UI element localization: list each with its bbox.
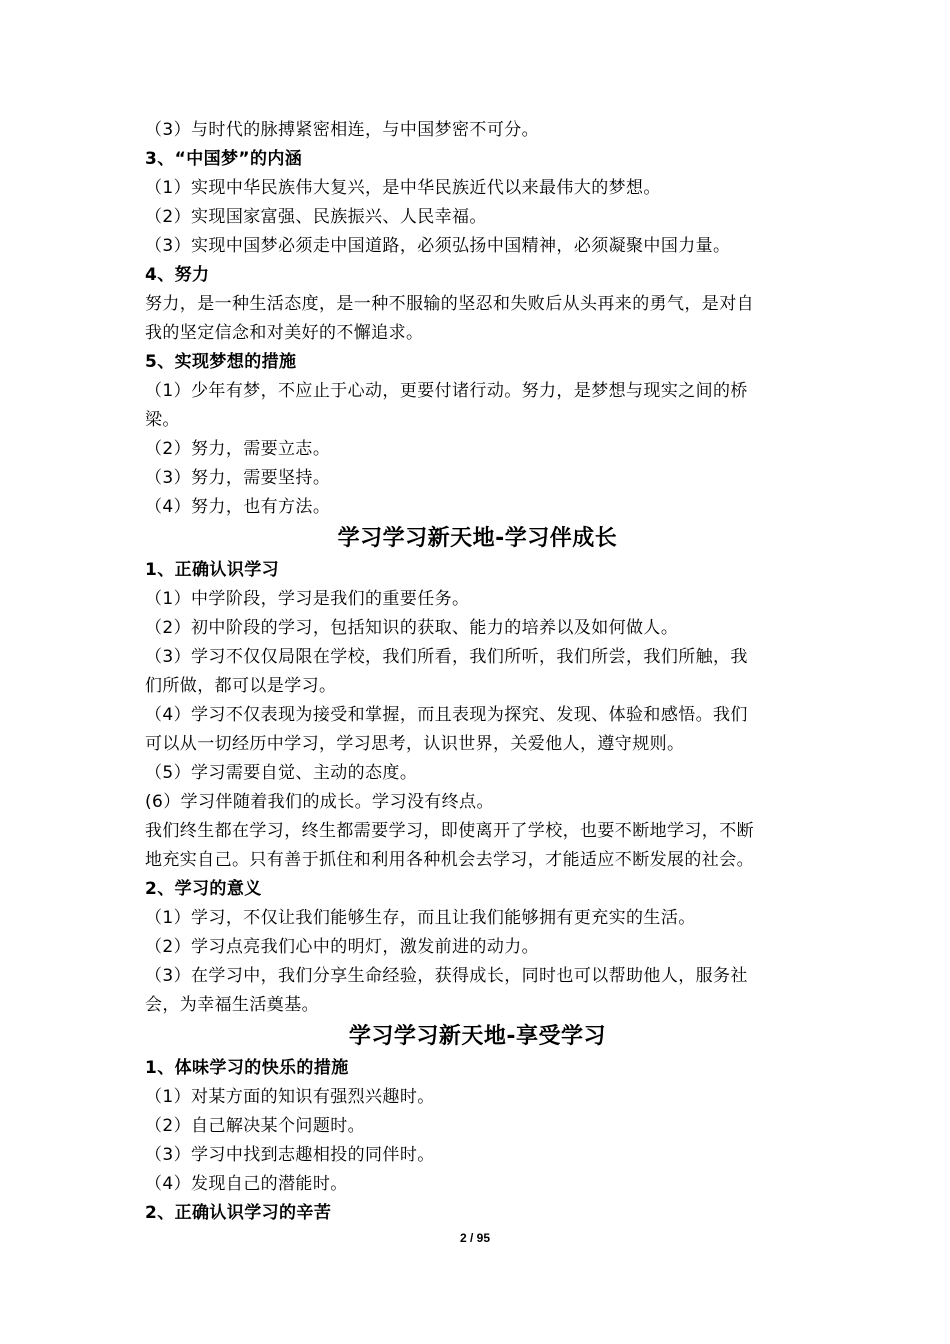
paragraph-line: 我们终生都在学习，终生都需要学习，即使离开了学校，也要不断地学习，不断 [145,821,754,841]
list-item: （4）发现自己的潜能时。 [145,1174,348,1194]
list-item: （3）学习不仅仅局限在学校，我们所看，我们所听，我们所尝，我们所触，我 [145,647,748,667]
list-item: （1）学习，不仅让我们能够生存，而且让我们能够拥有更充实的生活。 [145,908,696,928]
list-item: （3）努力，需要坚持。 [145,468,331,488]
list-item: （3）在学习中，我们分享生命经验，获得成长，同时也可以帮助他人，服务社 [145,966,748,986]
section-heading: 2、正确认识学习的辛苦 [145,1203,332,1223]
list-item-continuation: 梁。 [145,410,180,430]
list-item-continuation: 会，为幸福生活奠基。 [145,995,319,1015]
page-title: 学习学习新天地-享受学习 [348,1024,607,1049]
page-title: 学习学习新天地-学习伴成长 [337,526,618,551]
list-item: （5）学习需要自觉、主动的态度。 [145,763,418,783]
list-item: （2）努力，需要立志。 [145,439,331,459]
list-item-continuation: 们所做，都可以是学习。 [145,676,337,696]
list-item: （4）努力，也有方法。 [145,497,331,517]
list-item: （1）对某方面的知识有强烈兴趣时。 [145,1087,435,1107]
paragraph-line: 我的坚定信念和对美好的不懈追求。 [145,323,424,343]
list-item: （1）实现中华民族伟大复兴，是中华民族近代以来最伟大的梦想。 [145,178,661,198]
list-item: （3）与时代的脉搏紧密相连，与中国梦密不可分。 [145,120,540,140]
list-item: （2）自己解决某个问题时。 [145,1116,366,1136]
list-item: （2）学习点亮我们心中的明灯，激发前进的动力。 [145,937,540,957]
section-heading: 5、实现梦想的措施 [145,352,297,372]
list-item: （2）实现国家富强、民族振兴、人民幸福。 [145,207,487,227]
section-heading: 1、体味学习的快乐的措施 [145,1058,349,1078]
section-heading: 1、正确认识学习 [145,560,280,580]
document-body [145,116,810,1228]
section-heading: 3、“中国梦”的内涵 [145,149,303,169]
list-item: （4）学习不仅表现为接受和掌握，而且表现为探究、发现、体验和感悟。我们 [145,705,748,725]
page-number: 2 / 95 [459,1231,491,1245]
list-item: （1）中学阶段，学习是我们的重要任务。 [145,589,470,609]
list-item: （2）初中阶段的学习，包括知识的获取、能力的培养以及如何做人。 [145,618,679,638]
section-heading: 4、努力 [145,265,210,285]
list-item: (6）学习伴随着我们的成长。学习没有终点。 [145,792,494,812]
section-heading: 2、学习的意义 [145,879,262,899]
list-item-continuation: 可以从一切经历中学习，学习思考，认识世界，关爱他人，遵守规则。 [145,734,685,754]
list-item: （1）少年有梦，不应止于心动，更要付诸行动。努力，是梦想与现实之间的桥 [145,381,748,401]
list-item: （3）实现中国梦必须走中国道路，必须弘扬中国精神，必须凝聚中国力量。 [145,236,731,256]
paragraph-line: 地充实自己。只有善于抓住和利用各种机会去学习，才能适应不断发展的社会。 [145,850,754,870]
list-item: （3）学习中找到志趣相投的同伴时。 [145,1145,435,1165]
paragraph-line: 努力，是一种生活态度，是一种不服输的坚忍和失败后从头再来的勇气，是对自 [145,294,754,314]
